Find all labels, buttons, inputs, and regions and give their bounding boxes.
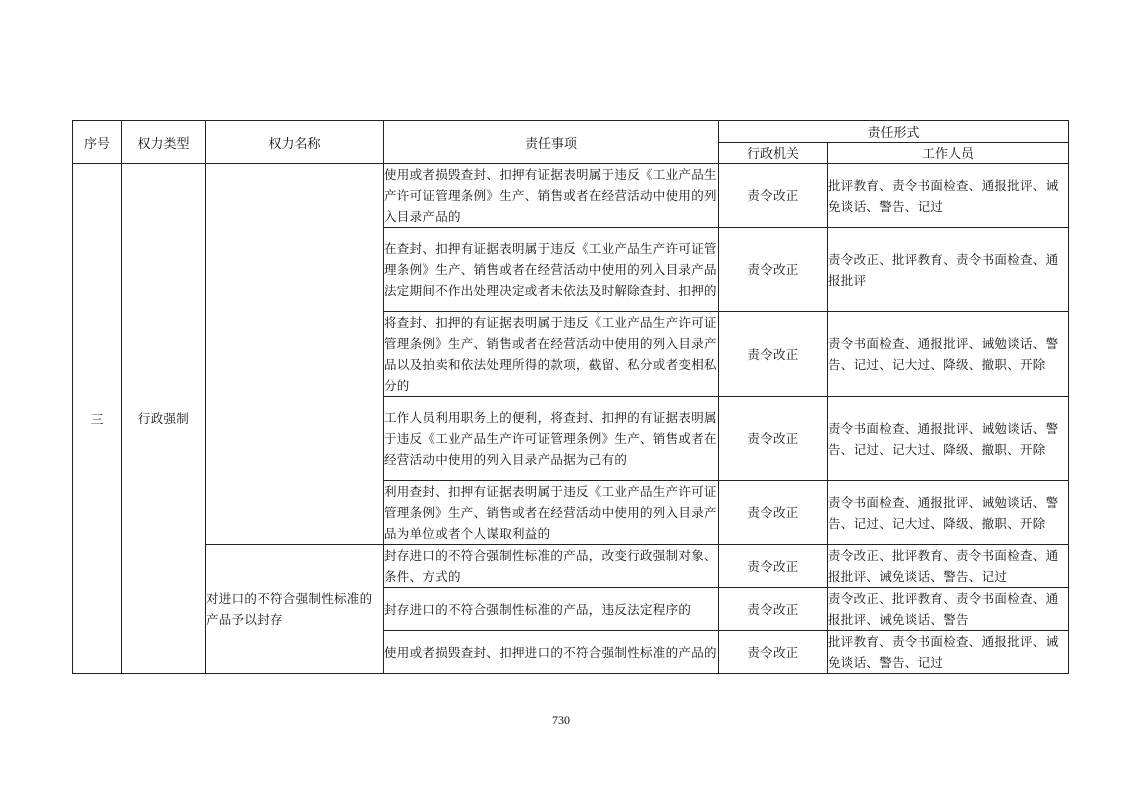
header-staff: 工作人员: [828, 142, 1069, 164]
staff-cell: 责令书面检查、通报批评、诫勉谈话、警告、记过、记大过、降级、撤职、开除: [828, 312, 1069, 397]
admin-org-cell: 责令改正: [719, 545, 828, 588]
responsibility-item-cell: 封存进口的不符合强制性标准的产品，违反法定程序的: [384, 588, 719, 631]
responsibility-item-cell: 利用查封、扣押有证据表明属于违反《工业产品生产许可证管理条例》生产、销售或者在经营活动中使用的列入目录产品为单位或者个人谋取利益的: [384, 481, 719, 545]
admin-org-cell: 责令改正: [719, 397, 828, 481]
staff-cell: 责令改正、批评教育、责令书面检查、通报批评、诫免谈话、警告: [828, 588, 1069, 631]
table-row: [73, 545, 1069, 588]
responsibility-item-cell: 将查封、扣押的有证据表明属于违反《工业产品生产许可证管理条例》生产、销售或者在经营活动中使用的列入目录产品以及拍卖和依法处理所得的款项，截留、私分或者变相私分的: [384, 312, 719, 397]
responsibility-item-cell: 工作人员利用职务上的便利，将查封、扣押的有证据表明属于违反《工业产品生产许可证管理条例》生产、销售或者在经营活动中使用的列入目录产品据为己有的: [384, 397, 719, 481]
staff-cell: 责令书面检查、通报批评、诫勉谈话、警告、记过、记大过、降级、撤职、开除: [828, 397, 1069, 481]
header-responsibility-item: 责任事项: [384, 121, 719, 164]
responsibility-item-cell: 在查封、扣押有证据表明属于违反《工业产品生产许可证管理条例》生产、销售或者在经营活动中使用的列入目录产品法定期间不作出处理决定或者未依法及时解除查封、扣押的: [384, 228, 719, 312]
staff-cell: 批评教育、责令书面检查、通报批评、诫免谈话、警告、记过: [828, 631, 1069, 674]
admin-org-cell: 责令改正: [719, 588, 828, 631]
admin-org-cell: 责令改正: [719, 164, 828, 228]
responsibility-item-cell: 使用或者损毁查封、扣押进口的不符合强制性标准的产品的: [384, 631, 719, 674]
responsibility-item-cell: 使用或者损毁查封、扣押有证据表明属于违反《工业产品生产许可证管理条例》生产、销售或者在经营活动中使用的列入目录产品的: [384, 164, 719, 228]
table-row: [73, 164, 1069, 228]
responsibility-table: [72, 120, 1069, 674]
header-seq: 序号: [73, 121, 122, 164]
staff-cell: 责令书面检查、通报批评、诫勉谈话、警告、记过、记大过、降级、撤职、开除: [828, 481, 1069, 545]
seq-cell: 三: [73, 164, 122, 674]
header-power-name: 权力名称: [206, 121, 384, 164]
staff-cell: 责令改正、批评教育、责令书面检查、通报批评: [828, 228, 1069, 312]
admin-org-cell: 责令改正: [719, 228, 828, 312]
power-name-cell-empty: [206, 164, 384, 545]
header-responsibility-form: 责任形式: [719, 121, 1069, 143]
staff-cell: 责令改正、批评教育、责令书面检查、通报批评、诫免谈话、警告、记过: [828, 545, 1069, 588]
header-power-type: 权力类型: [122, 121, 206, 164]
responsibility-item-cell: 封存进口的不符合强制性标准的产品，改变行政强制对象、条件、方式的: [384, 545, 719, 588]
admin-org-cell: 责令改正: [719, 312, 828, 397]
admin-org-cell: 责令改正: [719, 481, 828, 545]
admin-org-cell: 责令改正: [719, 631, 828, 674]
header-admin-org: 行政机关: [719, 142, 828, 164]
sub-power-name-cell: 对进口的不符合强制性标准的产品予以封存: [206, 545, 384, 674]
page-number: 730: [552, 713, 570, 727]
staff-cell: 批评教育、责令书面检查、通报批评、诫免谈话、警告、记过: [828, 164, 1069, 228]
power-type-cell: 行政强制: [122, 164, 206, 674]
